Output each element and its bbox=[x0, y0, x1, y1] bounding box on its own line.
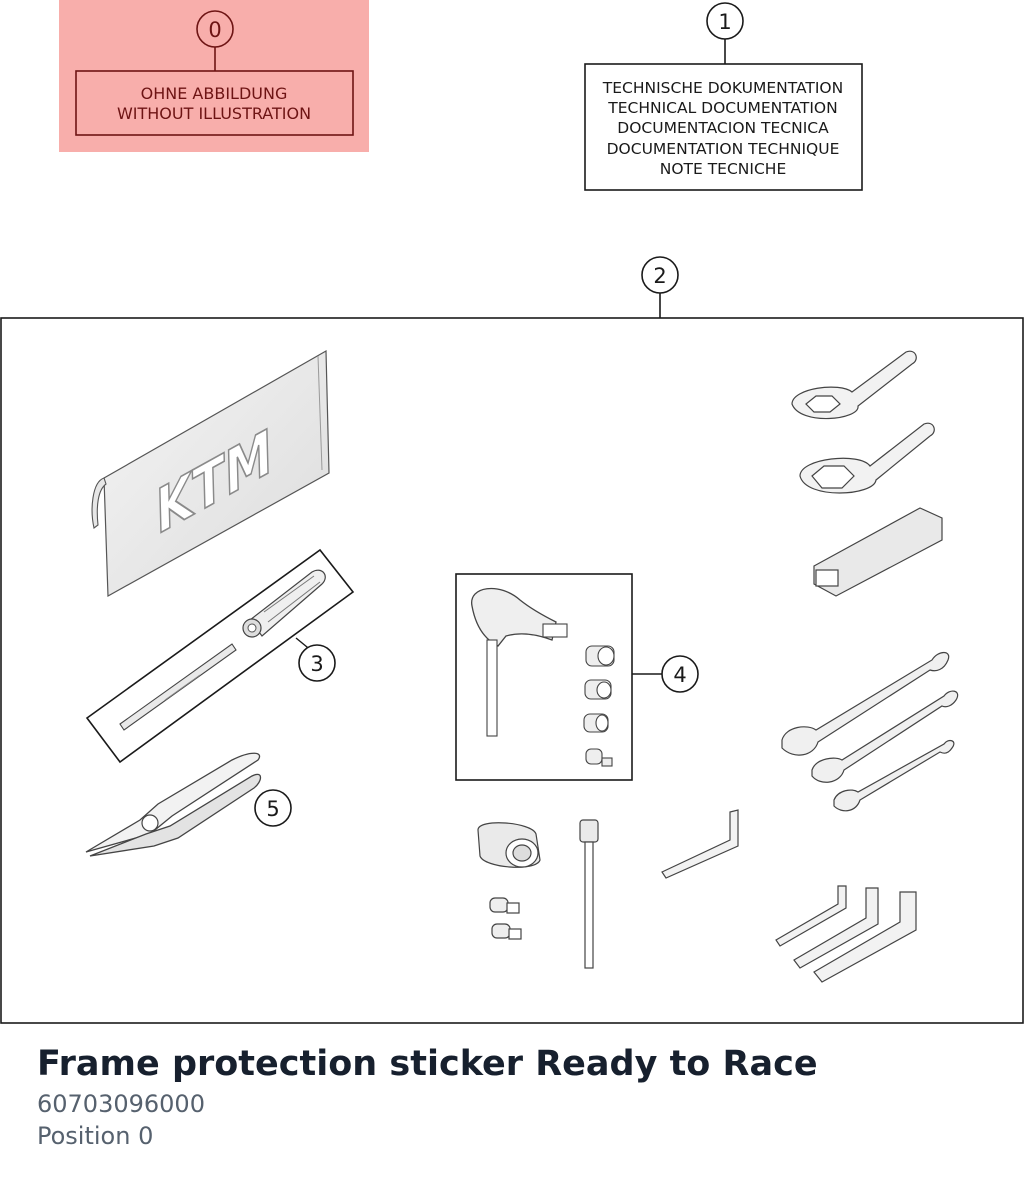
no-illustration-label-en: WITHOUT ILLUSTRATION bbox=[116, 104, 312, 123]
socket-illustration bbox=[478, 823, 540, 939]
doc-line-it: NOTE TECNICHE bbox=[659, 160, 787, 178]
position-4-t-handle-bit-set[interactable] bbox=[456, 574, 698, 780]
part-number: 60703096000 bbox=[37, 1090, 205, 1118]
allen-key-illustration bbox=[662, 810, 738, 878]
doc-line-es: DOCUMENTACION TECNICA bbox=[617, 119, 829, 137]
callout-5-number: 5 bbox=[266, 797, 280, 821]
callout-5[interactable] bbox=[255, 790, 291, 826]
spacer-tube-illustration bbox=[814, 508, 942, 596]
callout-3-number: 3 bbox=[310, 652, 324, 676]
doc-line-fr: DOCUMENTATION TECHNIQUE bbox=[606, 140, 840, 158]
part-caption bbox=[37, 1040, 997, 1152]
no-illustration-label-de: OHNE ABBILDUNG bbox=[140, 84, 288, 103]
doc-line-en: TECHNICAL DOCUMENTATION bbox=[608, 99, 838, 117]
callout-1-number: 1 bbox=[718, 10, 732, 34]
open-end-wrenches-illustration bbox=[782, 653, 958, 811]
callout-3[interactable] bbox=[299, 645, 335, 681]
position-1-documentation[interactable] bbox=[585, 3, 862, 190]
callout-1[interactable] bbox=[707, 3, 743, 39]
callout-2-number: 2 bbox=[653, 264, 667, 288]
callout-2[interactable] bbox=[642, 257, 678, 293]
pin-spanners-illustration bbox=[792, 351, 934, 493]
part-position: Position 0 bbox=[37, 1122, 154, 1150]
extension-bar-illustration bbox=[580, 820, 598, 968]
callout-0[interactable] bbox=[197, 11, 233, 47]
position-5-pliers[interactable] bbox=[86, 753, 291, 856]
callout-4[interactable] bbox=[662, 656, 698, 692]
tool-pouch-illustration bbox=[92, 351, 329, 596]
callout-0-number: 0 bbox=[208, 18, 222, 42]
doc-line-de: TECHNISCHE DOKUMENTATION bbox=[602, 79, 844, 97]
ktm-logo: KTM bbox=[150, 418, 279, 548]
hex-keys-illustration bbox=[776, 886, 916, 982]
position-0-highlight[interactable] bbox=[59, 0, 369, 152]
callout-4-number: 4 bbox=[673, 663, 687, 687]
part-title: Frame protection sticker Ready to Race bbox=[37, 1044, 818, 1084]
